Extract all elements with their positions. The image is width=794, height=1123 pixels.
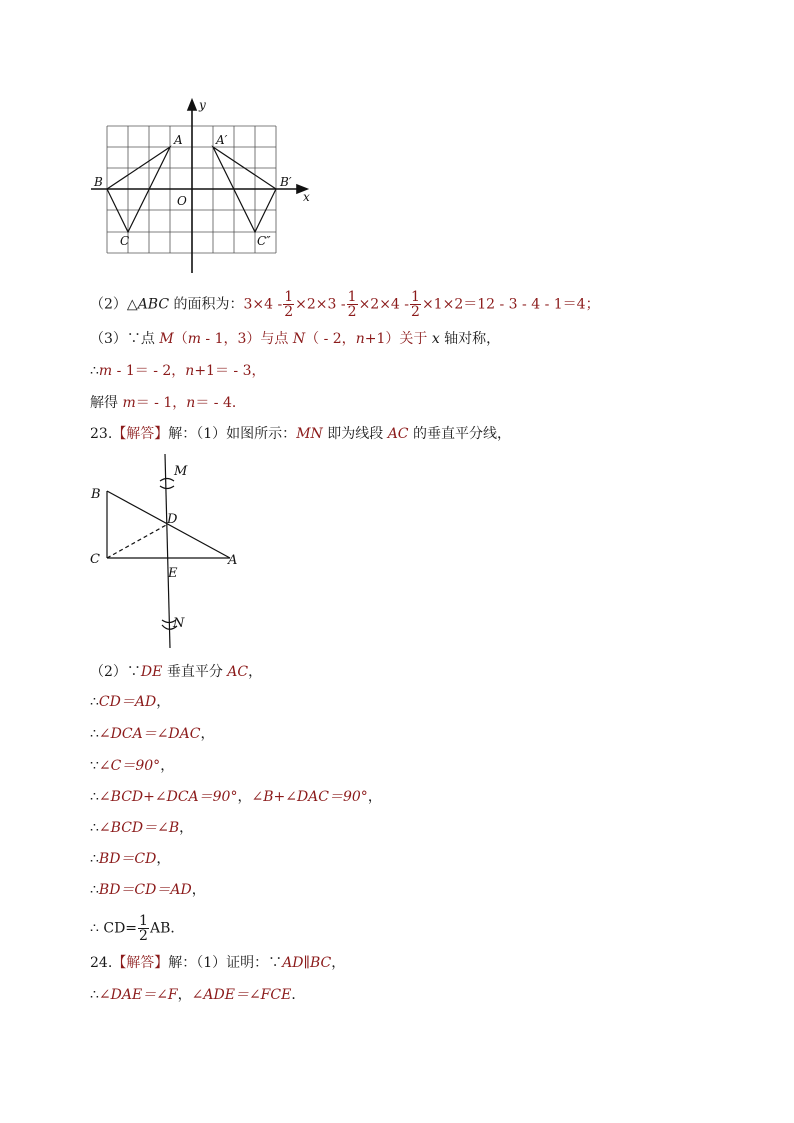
arc-m: [160, 479, 174, 482]
q23-part2-line1: （2）∵DE 垂直平分 AC，: [90, 664, 263, 680]
segment-cd-dashed: [107, 524, 168, 558]
q22-part2-text: 的面积为：: [169, 296, 244, 313]
q24-number: 24.: [90, 955, 113, 971]
coordinate-grid-figure: [85, 95, 325, 280]
bisector-mn: [165, 454, 170, 648]
point-c-label: C: [120, 234, 130, 248]
q22-part3-line2: ∴m - 1＝ - 2，n+1＝ - 3，: [90, 363, 266, 379]
point-a-label: A: [228, 553, 238, 568]
perpendicular-bisector-figure: [85, 448, 255, 656]
triangle-abc-name: ABC: [137, 296, 170, 313]
q23-part2-line7: ∴BD＝CD，: [90, 851, 171, 867]
q23-header-line: 23.【解答】解：（1）如图所示：MN 即为线段 AC 的垂直平分线，: [90, 426, 511, 442]
point-a-label: A: [174, 133, 183, 147]
q23-part2-line6: ∴∠BCD＝∠B，: [90, 820, 194, 836]
q24-answer-tag: 【解答】: [112, 955, 169, 971]
area-expr-2: ×2×3 -: [295, 296, 346, 313]
point-b-label: B: [91, 487, 101, 502]
q23-conclusion-line: ∴ CD= $\frac{1}{2}$ AB．: [90, 913, 185, 944]
q23-part2-line8: ∴BD＝CD＝AD，: [90, 882, 206, 898]
point-m-label: M: [174, 464, 188, 479]
point-d-label: D: [167, 512, 178, 527]
point-a-prime-label: A′: [216, 133, 228, 147]
q22-part3-line3: 解得 m＝ - 1，n＝ - 4．: [90, 395, 246, 411]
point-b-label: B: [94, 175, 103, 189]
point-c-double-prime-label: C″: [257, 234, 271, 248]
q22-part2-prefix: （2）△: [90, 296, 138, 313]
q22-part2-line: [90, 290, 600, 319]
fraction-half-1: $\frac{1}{2}$: [284, 289, 294, 320]
fraction-half-3: $\frac{1}{2}$: [411, 289, 420, 320]
q23-part2-line2: ∴CD＝AD，: [90, 694, 171, 710]
q24-header-line: 24.【解答】解：（1）证明：∵AD∥BC，: [90, 955, 346, 971]
point-b-prime-label: B′: [280, 175, 292, 189]
area-expr-3: ×2×4 -: [358, 296, 410, 313]
q22-part3-line1: （3）∵点 M（m - 1，3）与点 N（ - 2，n+1）关于 x 轴对称，: [90, 331, 501, 347]
q23-number: 23.: [90, 426, 113, 442]
y-axis-label: y: [199, 98, 206, 112]
area-expr-4: ×1×2＝12 - 3 - 4 - 1＝4；: [421, 296, 600, 313]
point-c-label: C: [90, 552, 100, 567]
point-e-label: E: [168, 566, 178, 581]
q23-part2-line3: ∴∠DCA＝∠DAC，: [90, 726, 215, 742]
q23-part2-line4: ∵∠C＝90°，: [90, 758, 175, 774]
fraction-half: $\frac{1}{2}$: [139, 913, 148, 944]
x-axis-label: x: [303, 190, 310, 204]
arc-m2: [160, 486, 174, 489]
area-expr-1: 3×4 -: [243, 296, 283, 313]
q24-line2: ∴∠DAE＝∠F，∠ADE＝∠FCE．: [90, 987, 306, 1003]
q23-part2-line5: ∴∠BCD+∠DCA＝90°，∠B+∠DAC＝90°，: [90, 789, 382, 805]
q23-answer-tag: 【解答】: [112, 426, 169, 442]
origin-label: O: [177, 194, 187, 208]
fraction-half-2: $\frac{1}{2}$: [347, 289, 357, 320]
point-n-label: N: [173, 616, 185, 631]
